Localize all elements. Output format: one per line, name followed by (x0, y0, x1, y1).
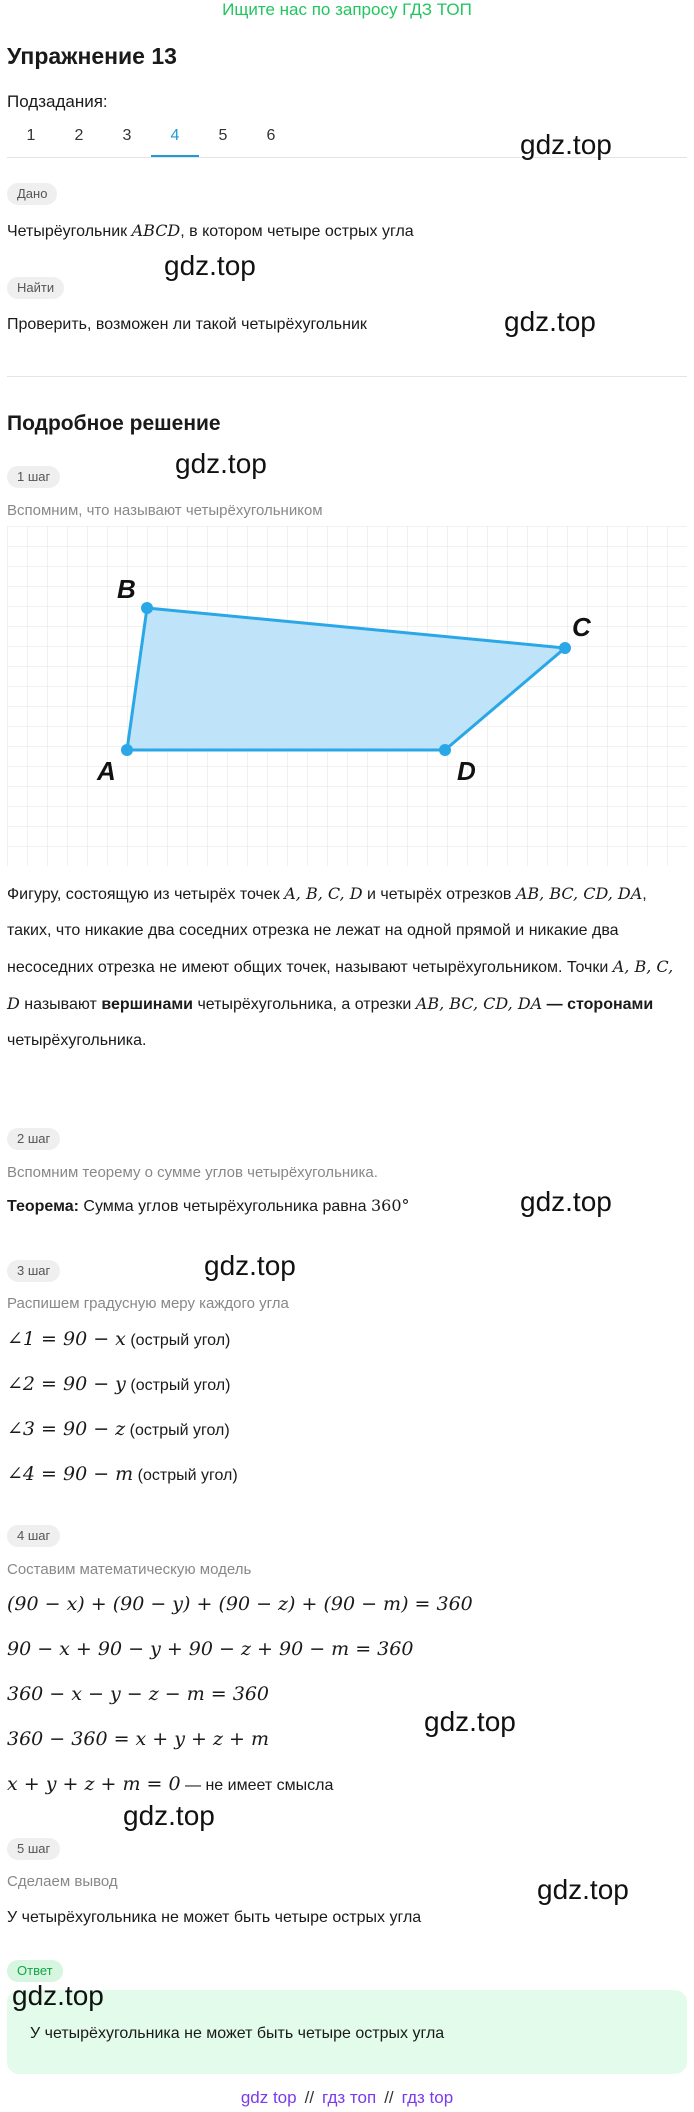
answer-chip: Ответ (7, 1960, 63, 1982)
footer-separator: // (384, 2088, 394, 2107)
angle-2-note: (острый угол) (125, 1377, 231, 1394)
angle-row-2 (7, 1373, 230, 1396)
footer-link-2[interactable]: гдз топ (322, 2088, 377, 2107)
tab-5[interactable]: 5 (218, 127, 228, 144)
angle-1-math: ∠1 = 90 − x (7, 1328, 126, 1350)
angle-2-math: ∠2 = 90 − y (7, 1373, 126, 1395)
def-t6: четырёхугольника. (7, 1032, 147, 1049)
watermark: gdz.top (204, 1250, 296, 1281)
def-b1: вершинами (101, 996, 194, 1013)
vertex-d-label: D (457, 756, 476, 786)
given-text (7, 221, 414, 242)
step2-caption: Вспомним теорему о сумме углов четырёхугольника. (7, 1164, 378, 1181)
step4-chip: 4 шаг (7, 1525, 60, 1547)
definition-paragraph (7, 876, 677, 1059)
tab-2[interactable]: 2 (74, 127, 84, 144)
find-chip: Найти (7, 277, 64, 299)
quadrilateral-figure (7, 526, 687, 866)
model-line-5-math: x + y + z + m = 0 (7, 1773, 181, 1795)
angle-row-4 (7, 1463, 238, 1486)
footer-link-3[interactable]: гдз top (401, 2088, 454, 2107)
vertex-b-dot (141, 602, 153, 614)
tab-6[interactable]: 6 (266, 127, 276, 144)
model-line-5 (7, 1773, 333, 1796)
given-math: ABCD (131, 221, 181, 240)
section-divider (7, 376, 687, 377)
search-hint-link[interactable]: Ищите нас по запросу ГДЗ ТОП (222, 0, 472, 19)
footer-links (0, 2088, 694, 2108)
answer-text: У четырёхугольника не может быть четыре острых угла (30, 2025, 445, 2042)
angle-1-note: (острый угол) (125, 1332, 231, 1349)
def-t2: и четырёх отрезков (362, 886, 516, 903)
step2-chip: 2 шаг (7, 1128, 60, 1150)
subtasks-label: Подзадания: (7, 92, 108, 111)
footer-link-1[interactable]: gdz top (240, 2088, 297, 2107)
find-chip-wrap (7, 277, 64, 299)
step1-chip-wrap (7, 466, 60, 488)
find-text: Проверить, возможен ли такой четырёхугольник (7, 316, 367, 333)
vertex-c-dot (559, 642, 571, 654)
theorem-label: Теорема: (7, 1198, 79, 1215)
watermark: gdz.top (537, 1874, 629, 1905)
step4-chip-wrap (7, 1525, 60, 1547)
def-t4: называют (19, 996, 102, 1013)
def-t1: Фигуру, состоящую из четырёх точек (7, 886, 285, 903)
solution-title: Подробное решение (7, 412, 221, 435)
given-chip: Дано (7, 183, 57, 205)
watermark: gdz.top (123, 1800, 215, 1831)
def-m3: A, B, C, D (7, 957, 674, 1013)
step5-chip: 5 шаг (7, 1838, 60, 1860)
subtask-tabs (7, 123, 295, 157)
step3-chip: 3 шаг (7, 1260, 60, 1282)
given-text-after: , в котором четыре острых угла (180, 223, 414, 240)
theorem-body: Сумма углов четырёхугольника равна (78, 1198, 371, 1215)
step1-caption: Вспомним, что называют четырёхугольником (7, 502, 323, 519)
model-line-1: (90 − x) + (90 − y) + (90 − z) + (90 − m) = 360 (7, 1593, 473, 1615)
theorem-text (7, 1196, 410, 1217)
vertex-c-label: C (572, 612, 591, 642)
model-line-4: 360 − 360 = x + y + z + m (7, 1728, 270, 1750)
def-m2: AB, BC, CD, DA (515, 884, 643, 903)
angle-row-1 (7, 1328, 230, 1351)
step2-chip-wrap (7, 1128, 60, 1150)
vertex-b-label: B (117, 574, 136, 604)
angle-4-note: (острый угол) (133, 1467, 238, 1484)
tab-1[interactable]: 1 (26, 127, 36, 144)
step4-caption: Составим математическую модель (7, 1561, 252, 1578)
theorem-math: 360° (370, 1196, 410, 1215)
def-m4: AB, BC, CD, DA (415, 994, 543, 1013)
model-line-3: 360 − x − y − z − m = 360 (7, 1683, 270, 1705)
angle-4-math: ∠4 = 90 − m (7, 1463, 134, 1485)
vertex-d-dot (439, 744, 451, 756)
model-line-2: 90 − x + 90 − y + 90 − z + 90 − m = 360 (7, 1638, 414, 1660)
watermark: gdz.top (520, 129, 612, 160)
angle-3-note: (острый угол) (125, 1422, 230, 1439)
tab-3[interactable]: 3 (122, 127, 132, 144)
def-m1: A, B, C, D (284, 884, 363, 903)
def-t5: четырёхугольника, а отрезки (193, 996, 416, 1013)
given-text-before: Четырёугольник (7, 223, 132, 240)
vertex-a-label: A (97, 756, 116, 786)
def-b2: — сторонами (542, 996, 654, 1013)
footer-separator: // (304, 2088, 315, 2107)
model-line-5-note: — не имеет смысла (180, 1777, 334, 1794)
step1-chip: 1 шаг (7, 466, 60, 488)
tab-4[interactable]: 4 (151, 123, 199, 157)
conclusion-text: У четырёхугольника не может быть четыре острых угла (7, 1909, 422, 1926)
step5-chip-wrap (7, 1838, 60, 1860)
watermark: gdz.top (164, 250, 256, 281)
def-t3: , таких, что никакие два соседних отрезка не лежат на одной прямой и никакие два несоседних отрезка не имеют общих точек, называют четырёхугольником. Точки (7, 886, 647, 976)
angle-row-3 (7, 1418, 230, 1441)
answer-chip-wrap (7, 1960, 63, 1982)
watermark: gdz.top (504, 306, 596, 337)
step3-chip-wrap (7, 1260, 60, 1282)
angle-3-math: ∠3 = 90 − z (7, 1418, 126, 1440)
vertex-a-dot (121, 744, 133, 756)
exercise-title: Упражнение 13 (7, 43, 177, 69)
watermark: gdz.top (175, 448, 267, 479)
watermark: gdz.top (424, 1706, 516, 1737)
watermark: gdz.top (12, 1980, 104, 2011)
step5-caption: Сделаем вывод (7, 1873, 118, 1890)
given-chip-wrap (7, 183, 57, 205)
watermark: gdz.top (520, 1186, 612, 1217)
step3-caption: Распишем градусную меру каждого угла (7, 1295, 289, 1312)
